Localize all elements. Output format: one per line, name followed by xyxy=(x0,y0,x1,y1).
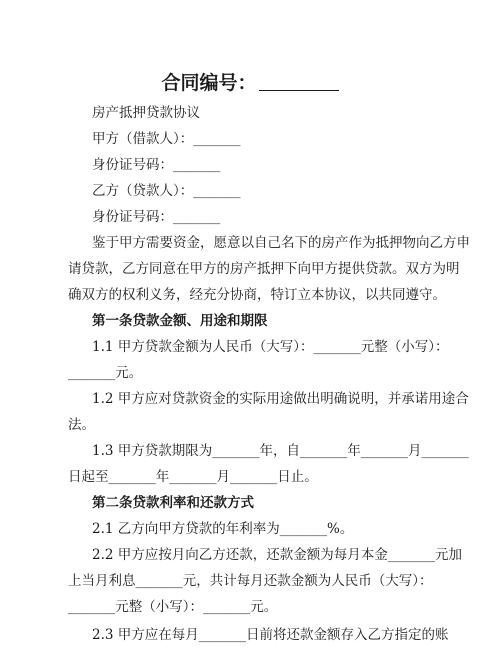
clause-1-1-line-1: 1.1 甲方贷款金额为人民币（大写）：_______元整（小写）： xyxy=(92,339,449,355)
clause-2-2-line-1: 2.2 甲方应按月向乙方还款，还款金额为每月本金_______元加 xyxy=(92,547,463,563)
preamble-line-1: 鉴于甲方需要资金，愿意以自己名下的房产作为抵押物向乙方申 xyxy=(92,235,470,251)
clause-1-1-line-2: _______元。 xyxy=(68,365,143,381)
article-2-heading: 第二条贷款利率和还款方式 xyxy=(92,495,254,511)
clause-2-2-line-3: _______元整（小写）：_______元。 xyxy=(68,599,278,615)
title-text: 合同编号： xyxy=(161,72,257,94)
party-a-id-line: 身份证号码：_______ xyxy=(92,157,221,173)
clause-1-3-line-2: 日起至_______年_______月_______日止。 xyxy=(68,469,318,485)
agreement-name: 房产抵押贷款协议 xyxy=(92,105,200,121)
party-b-id-line: 身份证号码：_______ xyxy=(92,209,221,225)
contract-number-blank xyxy=(259,72,339,91)
clause-1-2-line-2: 法。 xyxy=(68,417,95,433)
party-b-line: 乙方（贷款人）：_______ xyxy=(92,183,241,199)
preamble-line-3: 确双方的权利义务，经充分协商，特订立本协议，以共同遵守。 xyxy=(68,287,446,303)
article-1-heading: 第一条贷款金额、用途和期限 xyxy=(92,313,268,329)
clause-2-1: 2.1 乙方向甲方贷款的年利率为_______%。 xyxy=(92,521,354,537)
preamble-line-2: 请贷款，乙方同意在甲方的房产抵押下向甲方提供贷款。双方为明 xyxy=(68,261,460,277)
clause-2-3-line-1: 2.3 甲方应在每月_______日前将还款金额存入乙方指定的账 xyxy=(92,627,449,643)
clause-1-2-line-1: 1.2 甲方应对贷款资金的实际用途做出明确说明，并承诺用途合 xyxy=(92,391,469,407)
clause-2-2-line-2: 上当月利息_______元，共计每月还款金额为人民币（大写）： xyxy=(68,573,433,589)
party-a-line: 甲方（借款人）：_______ xyxy=(92,131,241,147)
contract-number-title xyxy=(0,70,500,96)
clause-1-3-line-1: 1.3 甲方贷款期限为_______年，自_______年_______月_______ xyxy=(92,443,469,459)
